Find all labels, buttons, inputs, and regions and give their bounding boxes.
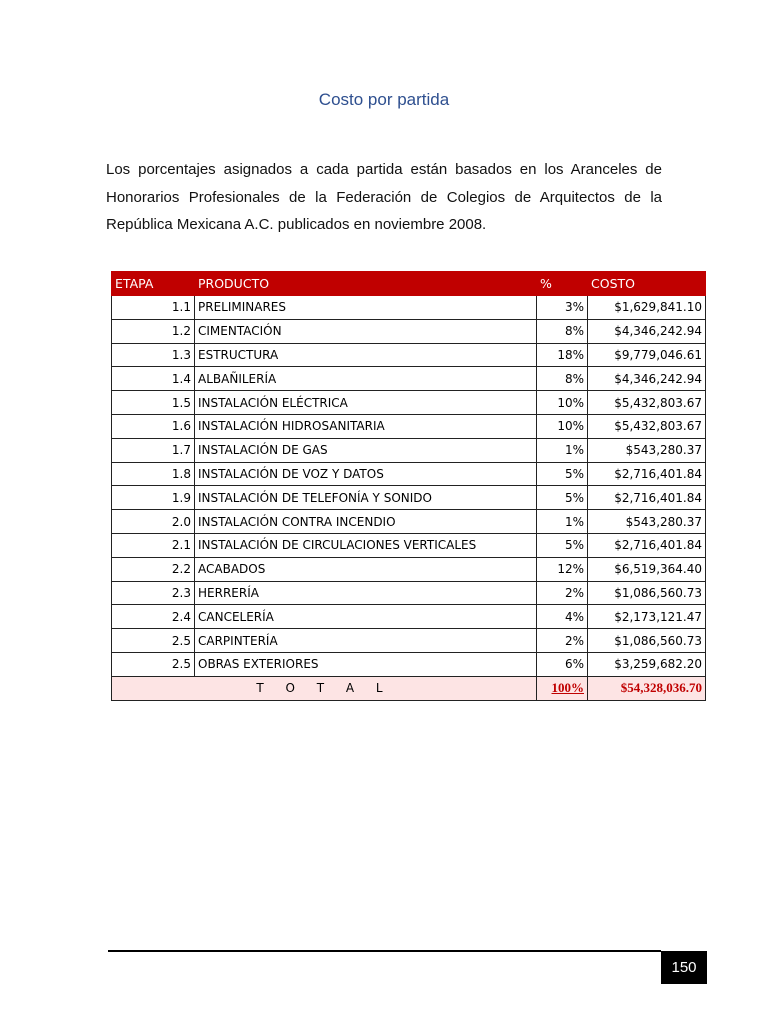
producto-cell: OBRAS EXTERIORES — [195, 652, 537, 676]
header-etapa: ETAPA — [112, 272, 195, 296]
etapa-cell: 2.2 — [112, 557, 195, 581]
percent-cell: 3% — [537, 296, 588, 320]
total-cost: $54,328,036.70 — [588, 676, 706, 700]
cost-cell: $543,280.37 — [588, 510, 706, 534]
percent-cell: 5% — [537, 533, 588, 557]
cost-cell: $2,716,401.84 — [588, 486, 706, 510]
percent-cell: 2% — [537, 629, 588, 653]
etapa-cell: 1.3 — [112, 343, 195, 367]
percent-cell: 1% — [537, 510, 588, 534]
etapa-cell: 1.1 — [112, 296, 195, 320]
cost-cell: $4,346,242.94 — [588, 367, 706, 391]
percent-cell: 6% — [537, 652, 588, 676]
cost-cell: $1,086,560.73 — [588, 629, 706, 653]
table-row — [112, 557, 706, 581]
table-row — [112, 581, 706, 605]
etapa-cell: 1.2 — [112, 319, 195, 343]
table-row — [112, 438, 706, 462]
cost-cell: $543,280.37 — [588, 438, 706, 462]
percent-cell: 5% — [537, 486, 588, 510]
cost-cell: $2,716,401.84 — [588, 462, 706, 486]
cost-cell: $2,173,121.47 — [588, 605, 706, 629]
producto-cell: ESTRUCTURA — [195, 343, 537, 367]
producto-cell: INSTALACIÓN DE VOZ Y DATOS — [195, 462, 537, 486]
table-row — [112, 486, 706, 510]
total-percent: 100% — [537, 676, 588, 700]
cost-cell: $6,519,364.40 — [588, 557, 706, 581]
intro-paragraph: Los porcentajes asignados a cada partida están basados en los Aranceles de Honorarios Profesionales de la Federación de Colegios de Arquitectos de la República Mexicana A.C. publicados en noviembre 2008. — [106, 161, 662, 233]
etapa-cell: 1.5 — [112, 391, 195, 415]
cost-cell: $4,346,242.94 — [588, 319, 706, 343]
percent-cell: 8% — [537, 367, 588, 391]
table-row — [112, 391, 706, 415]
table-row — [112, 652, 706, 676]
table-row — [112, 462, 706, 486]
percent-cell: 4% — [537, 605, 588, 629]
table-row — [112, 533, 706, 557]
producto-cell: CIMENTACIÓN — [195, 319, 537, 343]
etapa-cell: 1.4 — [112, 367, 195, 391]
producto-cell: INSTALACIÓN ELÉCTRICA — [195, 391, 537, 415]
total-row — [112, 676, 706, 700]
producto-cell: INSTALACIÓN CONTRA INCENDIO — [195, 510, 537, 534]
producto-cell: INSTALACIÓN HIDROSANITARIA — [195, 414, 537, 438]
etapa-cell: 1.9 — [112, 486, 195, 510]
producto-cell: INSTALACIÓN DE CIRCULACIONES VERTICALES — [195, 533, 537, 557]
table-row — [112, 367, 706, 391]
section-heading: Costo por partida — [318, 90, 450, 109]
table-body — [112, 296, 706, 677]
table-header-row — [112, 272, 706, 296]
etapa-cell: 2.3 — [112, 581, 195, 605]
cost-table — [111, 271, 706, 701]
table-row — [112, 629, 706, 653]
header-costo: COSTO — [588, 272, 706, 296]
cost-cell: $5,432,803.67 — [588, 414, 706, 438]
producto-cell: CARPINTERÍA — [195, 629, 537, 653]
total-label: T O T A L — [112, 676, 537, 700]
table-row — [112, 319, 706, 343]
etapa-cell: 2.5 — [112, 629, 195, 653]
etapa-cell: 1.6 — [112, 414, 195, 438]
cost-cell: $1,629,841.10 — [588, 296, 706, 320]
cost-cell: $9,779,046.61 — [588, 343, 706, 367]
etapa-cell: 2.0 — [112, 510, 195, 534]
percent-cell: 2% — [537, 581, 588, 605]
table-row — [112, 605, 706, 629]
percent-cell: 10% — [537, 391, 588, 415]
etapa-cell: 2.5 — [112, 652, 195, 676]
producto-cell: CANCELERÍA — [195, 605, 537, 629]
percent-cell: 18% — [537, 343, 588, 367]
percent-cell: 12% — [537, 557, 588, 581]
table-row — [112, 296, 706, 320]
percent-cell: 10% — [537, 414, 588, 438]
page-number: 150 — [661, 951, 707, 984]
table-row — [112, 414, 706, 438]
etapa-cell: 2.1 — [112, 533, 195, 557]
header-percent: % — [537, 272, 588, 296]
table-row — [112, 510, 706, 534]
cost-cell: $2,716,401.84 — [588, 533, 706, 557]
producto-cell: ACABADOS — [195, 557, 537, 581]
cost-cell: $1,086,560.73 — [588, 581, 706, 605]
header-producto: PRODUCTO — [195, 272, 537, 296]
cost-cell: $5,432,803.67 — [588, 391, 706, 415]
cost-cell: $3,259,682.20 — [588, 652, 706, 676]
percent-cell: 1% — [537, 438, 588, 462]
producto-cell: INSTALACIÓN DE TELEFONÍA Y SONIDO — [195, 486, 537, 510]
etapa-cell: 2.4 — [112, 605, 195, 629]
etapa-cell: 1.8 — [112, 462, 195, 486]
producto-cell: PRELIMINARES — [195, 296, 537, 320]
percent-cell: 5% — [537, 462, 588, 486]
producto-cell: ALBAÑILERÍA — [195, 367, 537, 391]
table-row — [112, 343, 706, 367]
percent-cell: 8% — [537, 319, 588, 343]
etapa-cell: 1.7 — [112, 438, 195, 462]
footer-rule — [108, 950, 661, 952]
producto-cell: HERRERÍA — [195, 581, 537, 605]
producto-cell: INSTALACIÓN DE GAS — [195, 438, 537, 462]
